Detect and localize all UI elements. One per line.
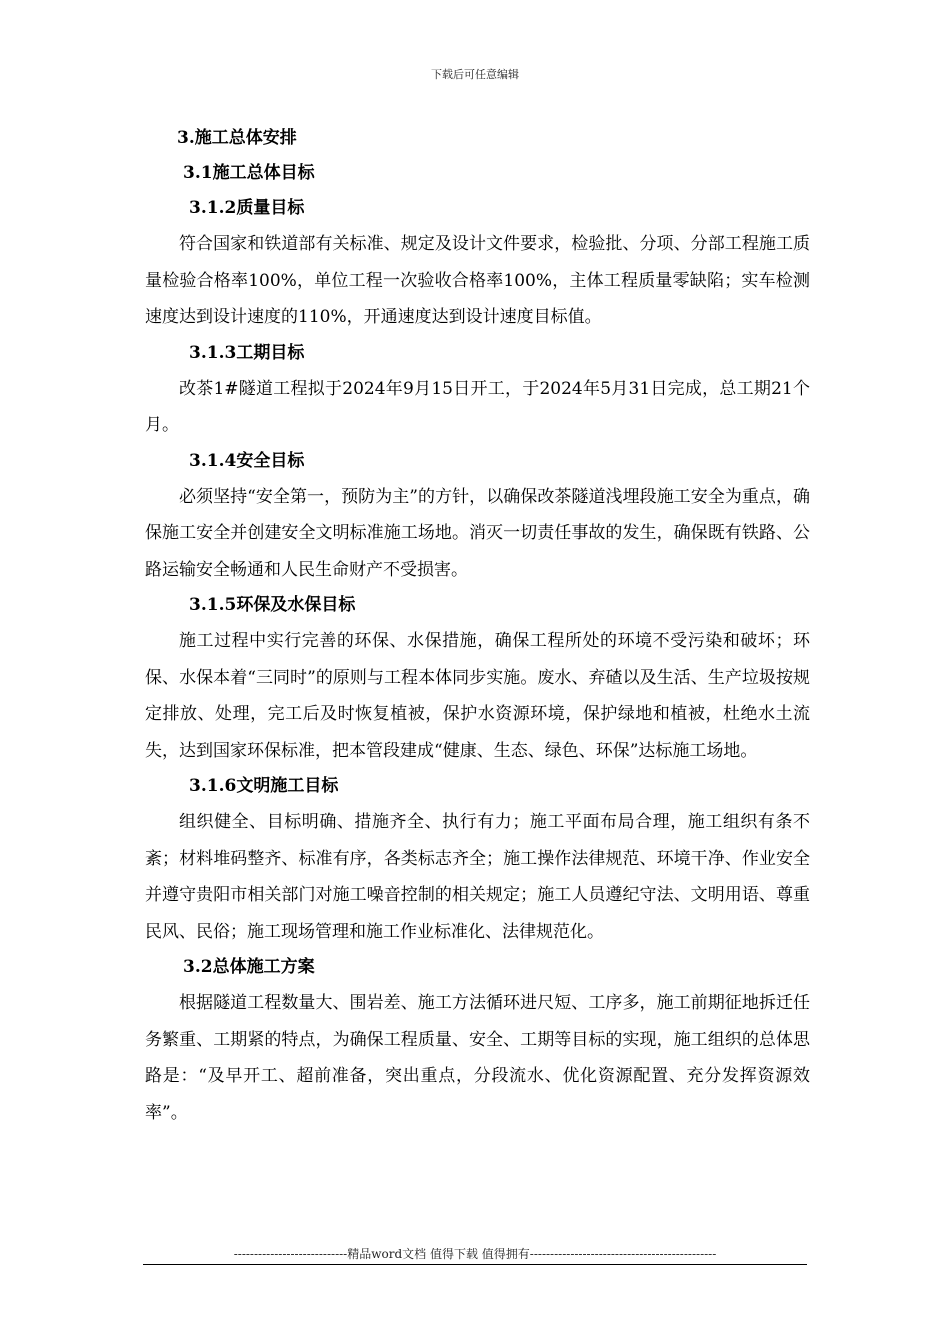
- heading-civilized-construction-goal: 3.1.6文明施工目标: [189, 776, 339, 796]
- heading-overall-plan: 3.2总体施工方案: [183, 957, 315, 977]
- paragraph-safety-goal: 必须坚持“安全第一，预防为主”的方针，以确保改茶隧道浅埋段施工安全为重点，确保施工安全并创建安全文明标准施工场地。消灭一切责任事故的发生，确保既有铁路、公路运输安全畅通和人民生命财产不受损害。: [145, 486, 810, 580]
- heading-construction-arrangement: 3.施工总体安排: [177, 128, 297, 148]
- paragraph-schedule-goal: 改茶1#隧道工程拟于2024年9月15日开工，于2024年5月31日完成，总工期21个月。: [145, 378, 810, 435]
- paragraph-environment-goal: 施工过程中实行完善的环保、水保措施，确保工程所处的环境不受污染和破坏；环保、水保本着“三同时”的原则与工程本体同步实施。废水、弃碴以及生活、生产垃圾按规定排放、处理，完工后及时恢复植被，保护水资源环境，保护绿地和植被，杜绝水土流失，达到国家环保标准，把本管段建成“健康、生态、绿色、环保”达标施工场地。: [145, 631, 810, 761]
- page-footer: ----------------------------精品word文档 值得下载 值得拥有----------------------------------------------: [233, 1247, 717, 1261]
- heading-quality-goal: 3.1.2质量目标: [189, 198, 305, 218]
- document-body: [145, 121, 810, 1131]
- heading-overall-goals: 3.1施工总体目标: [183, 163, 315, 183]
- paragraph-overall-plan: 根据隧道工程数量大、围岩差、施工方法循环进尺短、工序多，施工前期征地拆迁任务繁重、工期紧的特点，为确保工程质量、安全、工期等目标的实现，施工组织的总体思路是：“及早开工、超前准备，突出重点，分段流水、优化资源配置、充分发挥资源效率”。: [145, 993, 810, 1123]
- paragraph-quality-goal: 符合国家和铁道部有关标准、规定及设计文件要求，检验批、分项、分部工程施工质量检验合格率100%，单位工程一次验收合格率100%，主体工程质量零缺陷；实车检测速度达到设计速度的110%，开通速度达到设计速度目标值。: [145, 234, 810, 327]
- heading-environment-goal: 3.1.5环保及水保目标: [189, 595, 356, 615]
- heading-safety-goal: 3.1.4安全目标: [189, 450, 305, 471]
- footer-divider: [143, 1264, 807, 1265]
- page-header: 下载后可任意编辑: [431, 68, 519, 81]
- paragraph-civilized-construction-goal: 组织健全、目标明确、措施齐全、执行有力；施工平面布局合理，施工组织有条不紊；材料堆码整齐、标准有序，各类标志齐全；施工操作法律规范、环境干净、作业安全并遵守贵阳市相关部门对施工噪音控制的相关规定；施工人员遵纪守法、文明用语、尊重民风、民俗；施工现场管理和施工作业标准化、法律规范化。: [145, 812, 810, 942]
- heading-schedule-goal: 3.1.3工期目标: [189, 342, 305, 363]
